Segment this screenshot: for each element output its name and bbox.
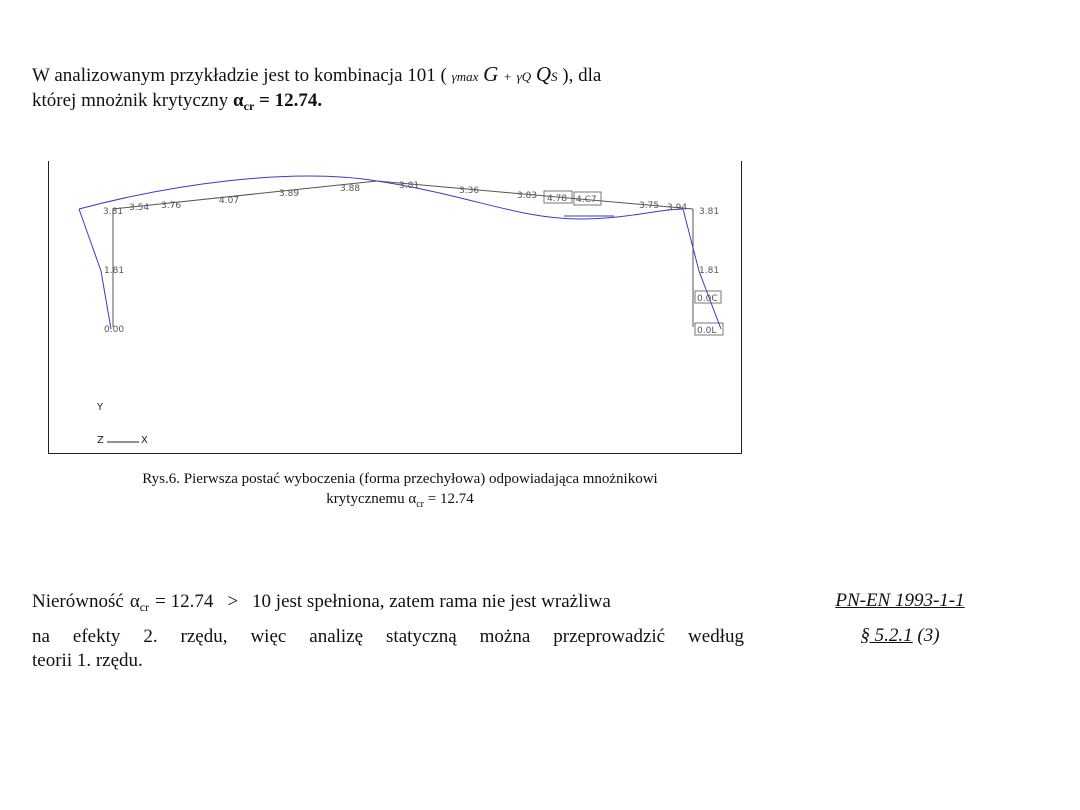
alpha-value: = 12.74 [155,591,214,612]
value-label: 1.81 [699,266,720,276]
critical-multiplier-value: = 12.74. [259,90,323,111]
value-label: 3.94 [667,203,688,213]
buckling-mode-shape [79,176,721,329]
alpha-symbol: α [233,90,244,111]
clause-paragraph: (3) [917,625,940,646]
buckling-figure [48,161,742,454]
value-label: 4.78 [547,194,568,204]
alpha-cr-symbol [233,90,254,111]
axis-z-label: Z [97,435,104,446]
axis-x-label: X [141,435,148,446]
value-label: 3.75 [639,201,660,211]
standard-link[interactable]: PN-EN 1993-1-1 [835,590,965,611]
word: według [688,626,744,647]
gamma-q-symbol: γQ [516,69,532,84]
standard-reference[interactable] [800,590,1000,612]
value-label: 0.00 [104,325,125,335]
gamma-max-symbol: γmax [451,69,479,84]
conclusion-paragraph [32,590,744,673]
frame-diagram [49,161,741,453]
intro-text-start: W analizowanym przykładzie jest to kombinacja 101 ( [32,65,447,86]
alpha-cr-symbol [130,590,149,615]
word: statyczną [386,626,457,647]
caption-line-2-text: krytycznemu α [326,491,417,507]
conclusion-text: 10 jest spełniona, zatem rama nie jest wrażliwa [252,591,611,612]
value-label: 3.36 [459,186,480,196]
value-label: 3.89 [279,189,300,199]
conclusion-line-1 [32,590,744,615]
value-label: 3.81 [699,207,720,217]
greater-than-sign: > [227,591,239,612]
alpha-symbol: α [129,591,140,612]
q-subscript: S [551,69,558,84]
conclusion-line-2 [32,625,744,649]
intro-line-2 [32,89,752,114]
conclusion-line-3: teorii 1. rzędu. [32,650,143,671]
value-label: 1.81 [104,266,125,276]
value-label: 0.0C [697,294,718,304]
undeformed-frame [113,181,693,327]
caption-line-2 [30,489,770,515]
clause-link[interactable]: § 5.2.1 [860,625,913,646]
caption-alpha-subscript: cr [416,499,424,510]
value-label: 3.88 [340,184,361,194]
g-symbol: G [483,62,499,86]
word: rzędu, [180,626,228,647]
plus-sign: + [503,69,512,84]
q-symbol: Q [535,62,552,86]
word: efekty [72,626,121,647]
figure-caption [30,469,770,515]
alpha-subscript: cr [139,600,150,614]
word: Nierówność [32,591,124,612]
alpha-subscript: cr [243,99,255,113]
word: przeprowadzić [553,626,666,647]
clause-reference [800,625,1000,647]
caption-value: = 12.74 [427,491,474,507]
value-label: 3.81 [399,181,420,191]
word: na [32,626,50,647]
value-label: 3.76 [161,201,182,211]
value-label: 3.81 [103,207,124,217]
intro-text-end: ), dla [562,65,602,86]
intro-paragraph [32,62,752,114]
word: można [479,626,531,647]
word: analizę [309,626,364,647]
value-label: 0.0L [697,326,717,336]
word: 2. [143,626,158,647]
value-label: 3.54 [129,203,150,213]
value-label: 4.07 [219,196,240,206]
caption-line-1: Rys.6. Pierwsza postać wyboczenia (forma przechyłowa) odpowiadająca mnożnikowi [142,471,658,487]
intro-line-1 [32,62,752,89]
value-label: 3.83 [517,191,538,201]
value-label: 4.C7 [576,195,597,205]
axis-y-label: Y [97,402,104,413]
intro-line-2-text: której mnożnik krytyczny [32,90,229,111]
word: więc [250,626,287,647]
